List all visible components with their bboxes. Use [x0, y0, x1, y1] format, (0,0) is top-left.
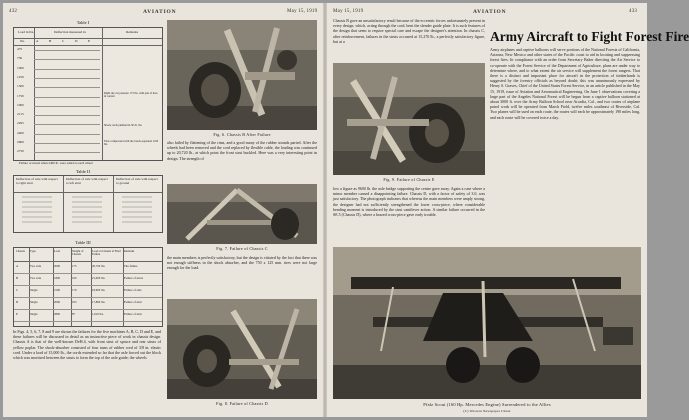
left-date: May 15, 1919: [287, 9, 318, 14]
table3: [13, 247, 163, 327]
table3-title: Table III: [75, 240, 91, 245]
table1-subhead-cell: C: [62, 39, 65, 43]
table2-col1: Deflection of axle with respect to right strut: [16, 177, 58, 185]
gutter: [323, 3, 327, 417]
left-running-title: AVIATION: [143, 9, 177, 15]
pfalz-photo: [333, 247, 641, 399]
pfalz-image: [333, 247, 641, 399]
fig8-photo: [167, 299, 317, 399]
pfalz-credit: (C) Western Newspaper Union: [463, 409, 511, 413]
table3-cell: A: [16, 264, 19, 268]
table1-load-cell: 2265: [17, 121, 24, 126]
fig6-image: [167, 20, 317, 130]
table2-col3: Deflection of axle with respect to ground: [116, 177, 158, 185]
table2: [13, 175, 163, 233]
right-col1-text: Chassis B gave an unsatisfactory result because of the eccentric forces unfortunately present in every design, which, acting through the cord, bent the slender guide plate. It is such features of the design that seem to require special care and escape the designer's attention. In chassis C, after reinforcement, failures in the struts occurred at 15,270 lb., a perfectly satisfactory figure, but at a: [333, 18, 485, 44]
table1-remark2: Shock cords jammed in 30-31 lbs.: [104, 124, 143, 127]
table3-col-header: Load on Chassis at Final Failure: [92, 249, 121, 257]
table1-header-load: Load in lbs.: [18, 30, 35, 34]
table1-header-remarks: Remarks: [126, 30, 139, 34]
table1-load-cell: 1750: [17, 93, 24, 98]
magazine-spread: [3, 3, 689, 417]
table3-cell: Single: [30, 300, 38, 304]
table3-cell: Single: [30, 288, 38, 292]
fig7-text: the main members is perfectly satisfactory, but the design is vitiated by the fact that there was not enough stiffness in the shock absorber, and the 750 x 125 mm. tires were not large enough for the load.: [167, 255, 317, 271]
table3-cell: 1800: [54, 276, 60, 280]
table3-cell: Failure of struts: [124, 276, 143, 280]
table1-subhead-cell: lbs.: [20, 39, 25, 43]
fig9-image: [333, 63, 485, 175]
table1-subhead-cell: D: [75, 39, 78, 43]
table3-cell: E: [16, 312, 18, 316]
table3-cell: B: [16, 276, 19, 280]
table2-col2: Deflection of axle with respect to left strut: [66, 177, 108, 185]
table3-cell: 2100: [54, 288, 60, 292]
fig6-photo: [167, 20, 317, 130]
table3-cell: 165: [72, 300, 77, 304]
table1-load-cell: 2400: [17, 130, 24, 135]
table1-header-deflection: Deflection measured in: [54, 30, 86, 34]
table3-col-header: Remarks: [124, 249, 135, 253]
table1: [13, 27, 163, 161]
table1-load-cell: 2600: [17, 140, 24, 144]
table3-cell: 170: [72, 288, 77, 292]
table2-values: [14, 193, 162, 231]
table3-cell: 2000: [54, 300, 60, 304]
table3-cell: 18,600 lbs.: [92, 288, 106, 292]
table3-cell: Tire failure: [124, 264, 138, 268]
table1-subhead-cell: A: [36, 39, 39, 43]
table1-load-cell: 1250: [17, 74, 24, 79]
table1-load-cell: 2115: [17, 112, 24, 117]
table3-cell: 20,720 lbs.: [92, 264, 106, 268]
fig7-caption: Fig. 7. Failure of Chassis C: [216, 246, 268, 251]
table1-subhead-cell: E: [88, 39, 91, 43]
article-text: Army airplanes and captive balloons will serve portions of the National Forests of California, Arizona, New Mexico and other states of the Pacific coast to aid in locating and suppressing forest fires. In compliance with an order from Secretary Baker directing the Air Service to co-operate with the Forest Service of the Department of Agriculture, plans are under way to determine where, and to what extent the air service will supplement the forest rangers. That there is a distinct and important place for aircraft in the protection of timberlands is suggested by the forestry officials as beyond doubt; this was unanimously expressed by Henry S. Graves, Chief of the United States Forest Service, in an article published in the May 15, 1919, issue of Aviation and Aeronautical Engineering. On June 1 observations covering a large part of the Angeles National Forest will be begun from a captive balloon stationed at about 3000 ft. over the Army Balloon School near Arcadia, Cal., and two routes of airplane patrol work will be operated from March Field, twelve miles southeast of Riverside, Cal. Two planes will be used on each route, the routes will each be approximately 190 miles long, and each route will be covered twice a day.: [490, 47, 640, 120]
left-page-number: 432: [9, 9, 18, 14]
table3-cell: C: [16, 288, 19, 292]
table3-col-header: Type: [30, 249, 36, 253]
fig7-image: [167, 184, 317, 244]
fig7-photo: [167, 184, 317, 244]
table1-title: Table I: [76, 20, 90, 25]
table3-cell: Two axle: [30, 276, 42, 280]
table1-load-cell: 1900: [17, 102, 24, 107]
right-date: May 15, 1919: [333, 9, 364, 14]
fig8-caption: Fig. 8. Failure of Chassis D: [216, 401, 268, 406]
table1-remark1: Right tire cut pressure 173 lbs. with pair of tires in contact: [104, 92, 158, 99]
article-headline: Army Aircraft to Fight Forest Fire: [490, 29, 689, 44]
fig9-caption: Fig. 9. Failure of Chassis E: [383, 177, 435, 182]
table3-cell: Single: [30, 312, 38, 316]
table1-load-cell: 2750: [17, 149, 24, 154]
table3-cell: Failure of strut: [124, 300, 142, 304]
table3-cell: Two axle: [30, 264, 42, 268]
table1-load-cell: 750: [17, 56, 23, 61]
table3-cell: 17,890 lbs.: [92, 300, 106, 304]
table1-note: Failure occurred when 2400 lb. were added to each wheel: [19, 161, 93, 165]
table1-load-cell: 1000: [17, 65, 24, 70]
fig8-image: [167, 299, 317, 399]
fig9-photo: [333, 63, 485, 175]
pfalz-caption: Pfalz Scout (160 Hp. Mercedes Engine) Surrendered to the Allies: [423, 402, 551, 407]
table3-cell: 160: [72, 276, 77, 280]
table3-col-header: Load: [54, 249, 60, 253]
right-page-number: 433: [629, 9, 638, 14]
table2-title: Table II: [75, 169, 91, 174]
table3-cell: D: [16, 300, 19, 304]
table1-load-cell: 1500: [17, 84, 24, 89]
right-running-title: AVIATION: [473, 9, 507, 15]
table1-subhead-cell: B: [49, 39, 52, 43]
table3-col-header: Weight of Chassis: [72, 249, 84, 257]
fig6-caption: Fig. 6. Chassis B After Failure: [213, 132, 271, 137]
table3-cell: 87: [72, 312, 75, 316]
table3-cell: 1,610 lbs.: [92, 312, 104, 316]
table3-cell: 21,000 lbs.: [92, 276, 106, 280]
table3-cell: 2000: [54, 264, 60, 268]
table3-cell: 175: [72, 264, 77, 268]
fig6-text: also failed by flattening of the rims, and a good many of the rubber strands parted. After the wheels had been removed and the cord replaced by flexible cable, the loading was continued up to 20,720 lb., at which point the front strut buckled. Here was a very interesting point in design. The strength of: [167, 140, 317, 161]
table3-col-header: Chassis: [16, 249, 25, 253]
table1-load-cell: 475: [17, 47, 23, 51]
table3-cell: 2800: [54, 312, 60, 316]
table3-cell: Failure of axle: [124, 288, 142, 292]
fig9-text: low a figure as 9600 lb. the axle bridge supporting the centre gave away. Again a case where a minor member caused a disappointing failure. Chassis D, with a factor of safety of 3.0, was just satisfactory. The photograph indicates that whereas the main members were amply strong, the designer had not sufficiently strengthened the lower cross-piece, where considerable bending moment is introduced by the strut cantilever action. A similar failure occurred in the SE.5 (Chassis D), where a brazed cross-piece gave early trouble.: [333, 186, 485, 218]
table3-cell: Failure of strut: [124, 312, 142, 316]
table1-remark3: Tires compressed with tire beads separated 1100 lbs.: [104, 140, 159, 147]
left-body-text: In Figs. 4, 5, 6, 7, 8 and 9 are shown the failures for the five machines A, B, C, D and E, and these failures will be discussed in detail as an instructive piece of work in chassis design. Chassis A is that of the well-known DeH.4, with front strut of spruce and rear struts of yellow poplar. The shock-absorber consisted of four turns of rubber cord of 3/8 in. elastic cord. Under a load of 15,000 lb., the cords extended so far that the axle forced out the block which was mortised between the struts to form the top of the axle guide; the wheels: [13, 329, 161, 361]
